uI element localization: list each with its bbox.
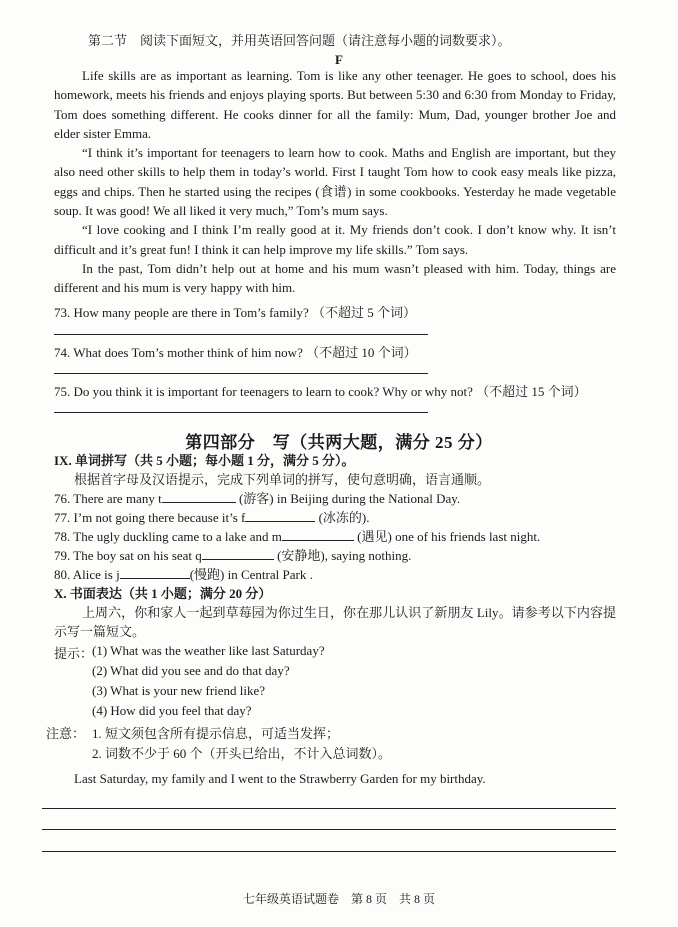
passage-paragraph-2: “I think it’s important for teenagers to learn how to cook. Maths and English are important, but they also need other skills to help them in today’s world. First I taught Tom how to cook easy meals like pizza, eggs and chips. Then he started using the recipes (食谱) in some cookbooks. Yesterday he made vegetable soup. It was good! We all liked it very much,” Tom’s mum says. — [54, 145, 616, 219]
spelling-80-hint: (慢跑) in Central Park . — [189, 567, 313, 582]
passage-paragraph-4: In the past, Tom didn’t help out at home and his mum wasn’t pleased with him. Today, things are different and his mum is very happy with him. — [54, 260, 616, 296]
passage-paragraph-3: “I love cooking and I think I’m really good at it. My friends don’t cook. I don’t know why. It isn’t difficult and it’s great fun! I think it can help improve my life skills.” Tom says. — [54, 222, 616, 257]
essay-start: Last Saturday, my family and I went to the Strawberry Garden for my birthday. — [74, 771, 486, 786]
hint-2: (2) What did you see and do that day? — [92, 663, 290, 678]
note-1: 1. 短文须包含所有提示信息，可适当发挥； — [92, 726, 340, 741]
spelling-77-text: 77. I’m not going there because it’s f — [54, 510, 246, 525]
spelling-79-blank[interactable] — [202, 547, 274, 560]
spelling-77-hint: (冰冻的). — [318, 510, 370, 525]
spelling-76-blank[interactable] — [162, 490, 236, 503]
hint-4: (4) How did you feel that day? — [92, 703, 252, 718]
page-footer: 七年级英语试题卷 第 8 页 共 8 页 — [242, 892, 435, 906]
question-75: 75. Do you think it is important for teenagers to learn to cook? Why or why not? （不超过 15 个词） — [54, 384, 587, 399]
hint-1: (1) What was the weather like last Saturday? — [92, 643, 325, 658]
note-2: 2. 词数不少于 60 个（开头已给出，不计入总词数）。 — [92, 746, 392, 761]
spelling-78 — [54, 526, 540, 545]
essay-line-1[interactable] — [42, 808, 616, 809]
spelling-76-text: 76. There are many t — [54, 491, 162, 506]
spelling-77 — [54, 507, 370, 526]
spelling-78-blank[interactable] — [282, 528, 354, 541]
note-label: 注意： — [46, 726, 86, 741]
spelling-78-hint: (遇见) one of his friends last night. — [357, 529, 541, 544]
ix-instruction: 根据首字母及汉语提示，完成下列单词的拼写，使句意明确，语言通顺。 — [74, 472, 491, 487]
spelling-80-text: 80. Alice is j — [54, 567, 120, 582]
question-74: 74. What does Tom’s mother think of him now? （不超过 10 个词） — [54, 345, 417, 360]
hint-3: (3) What is your new friend like? — [92, 683, 266, 698]
spelling-77-blank[interactable] — [245, 509, 315, 522]
spelling-80 — [54, 564, 313, 583]
x-heading: X. 书面表达（共 1 小题；满分 20 分） — [54, 586, 272, 601]
hint-label: 提示： — [54, 646, 94, 661]
passage-paragraph-1: Life skills are as important as learning. Tom is like any other teenager. He goes to school, does his homework, meets his friends and enjoys playing sports. But between 5:30 and 6:30 from Monday to Friday, Tom does something different. He cooks dinner for all the family: Mum, Dad, younger brother Joe and elder sister Emma. — [54, 68, 616, 141]
spelling-79-hint: (安静地), saying nothing. — [277, 548, 412, 563]
answer-line-73[interactable] — [54, 334, 428, 335]
essay-line-3[interactable] — [42, 851, 616, 852]
spelling-79 — [54, 545, 411, 564]
spelling-79-text: 79. The boy sat on his seat q — [54, 548, 202, 563]
answer-line-75[interactable] — [54, 412, 428, 413]
passage-letter: F — [335, 52, 343, 67]
question-73: 73. How many people are there in Tom’s family? （不超过 5 个词） — [54, 305, 417, 320]
x-prompt-block — [54, 603, 616, 642]
reading-passage — [54, 66, 616, 298]
essay-line-2[interactable] — [42, 829, 616, 830]
ix-heading: IX. 单词拼写（共 5 小题；每小题 1 分，满分 5 分）。 — [54, 453, 355, 468]
spelling-78-text: 78. The ugly duckling came to a lake and m — [54, 529, 282, 544]
spelling-76-hint: (游客) in Beijing during the National Day. — [238, 491, 461, 506]
spelling-80-blank[interactable] — [120, 566, 190, 579]
x-prompt: 上周六，你和家人一起到草莓园为你过生日，你在那儿认识了新朋友 Lily。请参考以下内容提示写一篇短文。 — [54, 605, 616, 640]
section-heading: 第二节 阅读下面短文，并用英语回答问题（请注意每小题的词数要求）。 — [88, 33, 511, 48]
spelling-76 — [54, 488, 460, 507]
part4-title: 第四部分 写（共两大题，满分 25 分） — [185, 433, 493, 452]
answer-line-74[interactable] — [54, 373, 428, 374]
